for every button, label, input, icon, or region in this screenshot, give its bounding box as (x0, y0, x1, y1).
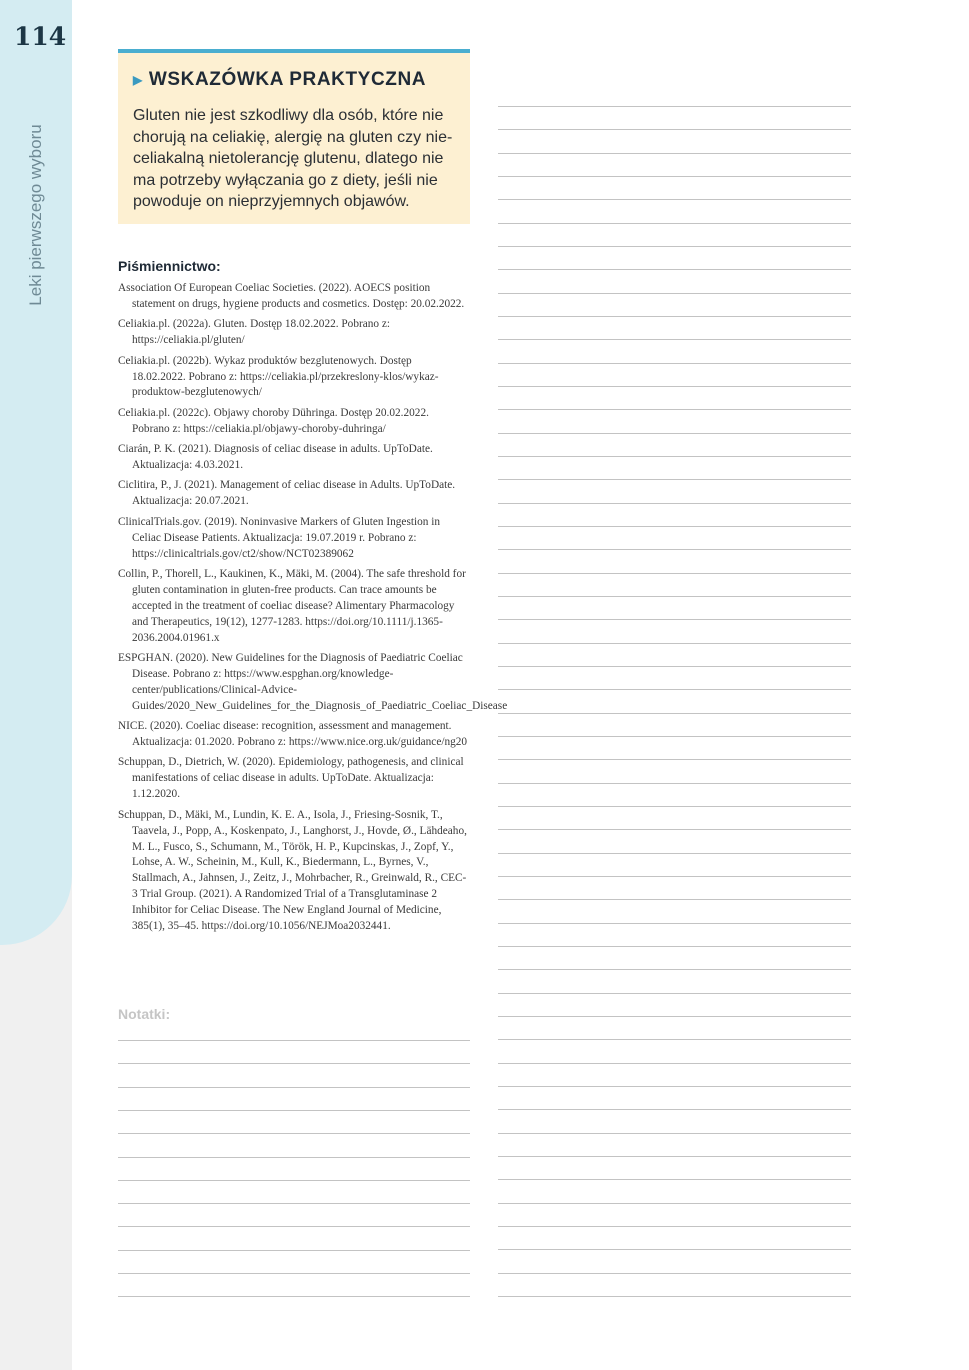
tip-title (133, 69, 426, 91)
reference-item: Ciclitira, P., J. (2021). Management of celiac disease in Adults. UpToDate. Aktualizacja: 20.07.2021. (118, 479, 456, 508)
note-line (118, 1063, 470, 1064)
note-line (498, 759, 851, 760)
note-line (498, 153, 851, 154)
note-line (498, 1086, 851, 1087)
note-line (498, 1273, 851, 1274)
reference-item: Celiakia.pl. (2022c). Objawy choroby Dühringa. Dostęp 20.02.2022. Pobrano z: https://celiakia.pl/objawy-choroby-duhringa/ (118, 406, 429, 435)
note-line (498, 899, 851, 900)
note-line (498, 713, 851, 714)
note-line (118, 1296, 470, 1297)
note-line (498, 993, 851, 994)
note-line (498, 456, 851, 457)
note-line (498, 176, 851, 177)
note-line (498, 596, 851, 597)
note-line (498, 946, 851, 947)
reference-item: Schuppan, D., Mäki, M., Lundin, K. E. A., Isola, J., Friesing-Sosnik, T., Taavela, J., Popp, A., Koskenpato, J., Langhorst, J., Hovde, Ø., Lähdeaho, M. L., Fusco, S., Schumann, M., Török, H. P., Kupcinskas, J., Zopf, Y., Lohse, A. W., Scheinin, M., Kull, K., Biedermann, L., Byrnes, V., Stallmach, A., Jahnsen, J., Zeitz, J., Mohrbacher, R., Greinwald, R., CEC-3 Trial Group. (2021). A Randomized Trial of a Transglutaminase 2 Inhibitor for Celiac Disease. The New England Journal of Medicine, 385(1), 35–45. https://doi.org/10.1056/NEJMoa2032441. (118, 808, 467, 933)
references-heading: Piśmiennictwo: (118, 258, 221, 274)
note-line (498, 386, 851, 387)
reference-item: NICE. (2020). Coeliac disease: recognition, assessment and management. Aktualizacja: 01.2020. Pobrano z: https://www.nice.org.uk/guidance/ng20 (118, 720, 468, 749)
tip-title-text: WSKAZÓWKA PRAKTYCZNA (148, 69, 427, 90)
section-label: Leki pierwszego wyboru (26, 124, 45, 306)
note-line (498, 316, 851, 317)
note-line (498, 783, 851, 784)
note-line (498, 363, 851, 364)
note-line (498, 1296, 851, 1297)
reference-item: Schuppan, D., Dietrich, W. (2020). Epidemiology, pathogenesis, and clinical manifestations of celiac disease in adults. UpToDate. Aktualizacja: 1.12.2020. (118, 756, 464, 801)
note-line (498, 503, 851, 504)
note-line (498, 619, 851, 620)
note-line (498, 479, 851, 480)
chapter-sidebar-tab (0, 0, 72, 945)
note-line (498, 106, 851, 107)
note-line (498, 1016, 851, 1017)
note-line (498, 549, 851, 550)
note-line (498, 1226, 851, 1227)
note-line (498, 1203, 851, 1204)
note-line (498, 736, 851, 737)
note-line (498, 666, 851, 667)
triangle-arrow-icon: ▶ (133, 73, 143, 87)
reference-item: Collin, P., Thorell, L., Kaukinen, K., Mäki, M. (2004). The safe threshold for gluten contamination in gluten-free products. Can trace amounts be accepted in the treatment of coeliac disease? Alimentary Pharmacology and Therapeutics, 19(12), 1277-1283. https://doi.org/10.1111/j.1365-2036.2004.01961.x (118, 568, 466, 644)
note-line (118, 1087, 470, 1088)
note-line (118, 1203, 470, 1204)
note-line (118, 1157, 470, 1158)
reference-item: ESPGHAN. (2020). New Guidelines for the Diagnosis of Paediatric Coeliac Disease. Pobrano z: https://www.espghan.org/knowledge-center/publications/Clinical-Advice-Guides/2020_New_Guidelines_for_the_Diagnosis_of_Paediatric_Coeliac_Disease (118, 652, 508, 712)
note-line (118, 1133, 470, 1134)
note-line (118, 1040, 470, 1041)
note-line (118, 1273, 470, 1274)
note-line (498, 1133, 851, 1134)
reference-item: ClinicalTrials.gov. (2019). Noninvasive Markers of Gluten Ingestion in Celiac Disease Patients. Aktualizacja: 19.07.2019 r. Pobrano z: https://clinicaltrials.gov/ct2/show/NCT02389062 (118, 515, 441, 560)
note-line (118, 1180, 470, 1181)
reference-item: Celiakia.pl. (2022a). Gluten. Dostęp 18.02.2022. Pobrano z: https://celiakia.pl/gluten/ (118, 318, 391, 347)
note-line (498, 199, 851, 200)
note-line (498, 1039, 851, 1040)
note-line (498, 1179, 851, 1180)
note-line (118, 1250, 470, 1251)
reference-item: Ciarán, P. K. (2021). Diagnosis of celiac disease in adults. UpToDate. Aktualizacja: 4.03.2021. (118, 443, 433, 472)
reference-item: Association Of European Coeliac Societies. (2022). AOECS position statement on drugs, hygiene products and cosmetics. Dostęp: 20.02.2022. (118, 282, 465, 310)
note-line (498, 969, 851, 970)
tip-body: Gluten nie jest szkodliwy dla osób, które nie chorują na celiakię, alergię na gluten czy nie-celiakalną nietolerancję glutenu, dlatego nie ma potrzeby wyłączania go z diety, jeśli nie powoduje on nieprzyjemnych objawów. (133, 107, 453, 211)
note-line (498, 1156, 851, 1157)
note-line (498, 643, 851, 644)
notes-heading: Notatki: (118, 1006, 171, 1022)
note-line (498, 526, 851, 527)
note-line (498, 246, 851, 247)
note-line (498, 129, 851, 130)
note-line (498, 223, 851, 224)
note-line (498, 293, 851, 294)
practical-tip-box (118, 49, 470, 224)
note-line (498, 853, 851, 854)
note-line (498, 339, 851, 340)
note-line (498, 573, 851, 574)
note-line (498, 689, 851, 690)
note-line (498, 269, 851, 270)
note-line (498, 433, 851, 434)
note-line (498, 829, 851, 830)
reference-item: Celiakia.pl. (2022b). Wykaz produktów bezglutenowych. Dostęp 18.02.2022. Pobrano z: https://celiakia.pl/przekreslony-klos/wykaz-produktow-bezglutenowych/ (118, 354, 439, 399)
note-line (498, 1109, 851, 1110)
note-line (498, 1249, 851, 1250)
note-line (498, 876, 851, 877)
note-line (498, 1063, 851, 1064)
note-line (118, 1226, 470, 1227)
note-line (498, 806, 851, 807)
references-list (118, 281, 508, 939)
note-line (118, 1110, 470, 1111)
note-line (498, 923, 851, 924)
page-number: 114 (14, 22, 67, 51)
note-line (498, 409, 851, 410)
